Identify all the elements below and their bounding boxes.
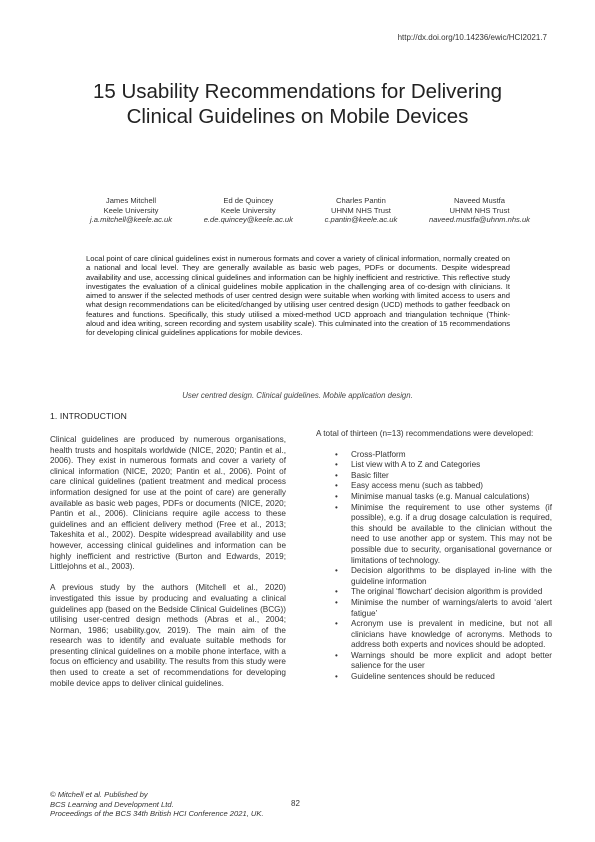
author-name: Charles Pantin [336,196,386,205]
keywords: User centred design. Clinical guidelines. Mobile application design. [182,391,413,400]
list-item [316,651,552,672]
list-item [316,460,552,471]
title-line: 15 Usability Recommendations for Delivering [92,80,503,103]
author-name: Ed de Quincey [223,196,274,205]
list-item-text: Easy access menu (such as tabbed) [351,481,483,491]
list-item-text: The original ‘flowchart’ decision algorithm is provided [351,587,543,597]
list-item [316,481,552,492]
author-affiliation: Keele University [103,205,159,215]
author-email[interactable]: c.pantin@keele.ac.uk [324,215,398,224]
author-block [429,196,530,225]
bullet-icon: • [335,481,338,491]
list-item [316,492,552,503]
bullet-icon: • [335,491,338,501]
section-heading: 1. INTRODUCTION [50,411,127,421]
bullet-icon: • [335,587,338,597]
bullet-icon: • [335,650,338,660]
author-email[interactable]: j.a.mitchell@keele.ac.uk [90,215,172,224]
author-name: James Mitchell [105,196,157,205]
copyright-footer [50,790,264,819]
list-item-text: Acronym use is prevalent in medicine, but not all clinicians have knowledge of acronyms. Methods to address both experts and novices should be adopted. [351,619,552,650]
paper-title [40,79,555,129]
list-item [316,503,552,567]
list-item [316,598,552,619]
body-paragraph: Clinical guidelines are produced by numerous organisations, health trusts and hospitals worldwide (NICE, 2020; Pantin et al., 2006). They exist in numerous formats and cover a variety of clinical information (NICE, 2020; Pantin et al., 2006). Point of care clinical guidelines (patient treatment and medical process information designed for use at the point of care) are generally available as basic web pages, PDFs or documents (NICE, 2020; Pantin et al., 2006). Clinicians require agile access to these guidelines and an efficient delivery method (Free et al., 2013; Takeshita et al., 2002). Despite widespread availability and use however, accessing clinical guidelines and information can be highly inefficient and restrictive (Burton and Edwards, 2019; Littlejohns et al., 2003). [50,435,286,572]
author-affiliation: Keele University [220,205,276,215]
author-name: Naveed Mustfa [453,196,506,205]
list-item-text: Warnings should be more explicit and adopt better salience for the user [351,650,552,671]
bullet-icon: • [335,460,338,470]
page-number: 82 [291,799,300,808]
body-paragraph: A previous study by the authors (Mitchell et al., 2020) investigated this issue by producing and evaluating a clinical guidelines app (based on the Bedside Clinical Guidelines (BCG)) utilising user-centred design methods (Abras et al., 2004; Norman, 1986; usability.gov, 2019). The main aim of the research was to identify and evaluate suitable methods for presenting clinical guidelines on a mobile phone interface, with a focus on efficiency and usability. The results from this study were then used to create a set of recommendations for developing mobile device apps to deliver clinical guidelines. [50,583,286,688]
list-item-text: Minimise the requirement to use other systems (if possible), e.g. if a drug dosage calculation is required, this should be available to the clinician without the need to use another app or system. This may not be possible due to security, organisational governance or limitations of technology. [351,502,552,565]
bullet-icon: • [335,470,338,480]
author-block [325,196,398,225]
doi-link[interactable]: http://dx.doi.org/10.14236/ewic/HCI2021.7 [397,33,547,42]
author-email[interactable]: e.de.quincey@keele.ac.uk [203,215,293,224]
body-paragraph: A total of thirteen (n=13) recommendations were developed: [316,429,534,438]
list-item-text: Basic filter [351,470,389,480]
list-item-text: Minimise the number of warnings/alerts to avoid ‘alert fatigue’ [351,597,552,618]
recommendation-list [316,450,552,683]
list-item [316,587,552,598]
footer-line: Proceedings of the BCS 34th British HCI Conference 2021, UK. [50,809,264,818]
list-item [316,450,552,461]
list-item-text: Minimise manual tasks (e.g. Manual calculations) [351,491,530,501]
list-item-text: Decision algorithms to be displayed in-line with the guideline information [351,566,552,586]
bullet-icon: • [335,672,338,682]
author-block [90,196,172,225]
right-column [316,429,552,683]
author-email[interactable]: naveed.mustfa@uhnm.nhs.uk [428,215,530,224]
abstract: Local point of care clinical guidelines exist in numerous formats and cover a variety of clinical information, normally created on a national and local level. They are generally available as basic web pages, PDFs or documents. Despite widespread availability and use, accessing clinical guidelines and information can be highly inefficient and restrictive. This reflective study investigates the evaluation of a clinical guidelines mobile application in the challenging area of co-design with clinicians. It aimed to answer if the selected methods of user centred design were suitable when working with limited access to users and what design recommendations can be elicited/changed by utilising user centred design (UCD) methods to gather feedback on features and functions. Specifically, this study utilised a mixed-method UCD approach and triangulation technique (Think-aloud and idea writing, screen recording and system usability scale). This culminated into the creation of 15 recommendations for developing clinical guidelines applications for mobile devices. [86,254,510,338]
left-column [50,435,286,700]
bullet-icon: • [335,619,338,629]
list-item-text: Cross-Platform [351,449,406,459]
list-item-text: Guideline sentences should be reduced [351,672,495,682]
bullet-icon: • [335,597,338,607]
footer-line: BCS Learning and Development Ltd. [50,799,174,809]
bullet-icon: • [335,566,338,576]
author-affiliation: UHNM NHS Trust [330,205,391,215]
bullet-icon: • [335,502,338,512]
author-block [204,196,293,225]
list-item [316,619,552,651]
author-list [90,196,530,225]
list-item [316,566,552,587]
footer-line: © Mitchell et al. Published by [50,790,148,799]
title-line: Clinical Guidelines on Mobile Devices [126,105,469,128]
list-item [316,471,552,482]
bullet-icon: • [335,449,338,459]
list-item-text: List view with A to Z and Categories [351,460,481,470]
author-affiliation: UHNM NHS Trust [449,205,510,215]
list-item [316,672,552,683]
